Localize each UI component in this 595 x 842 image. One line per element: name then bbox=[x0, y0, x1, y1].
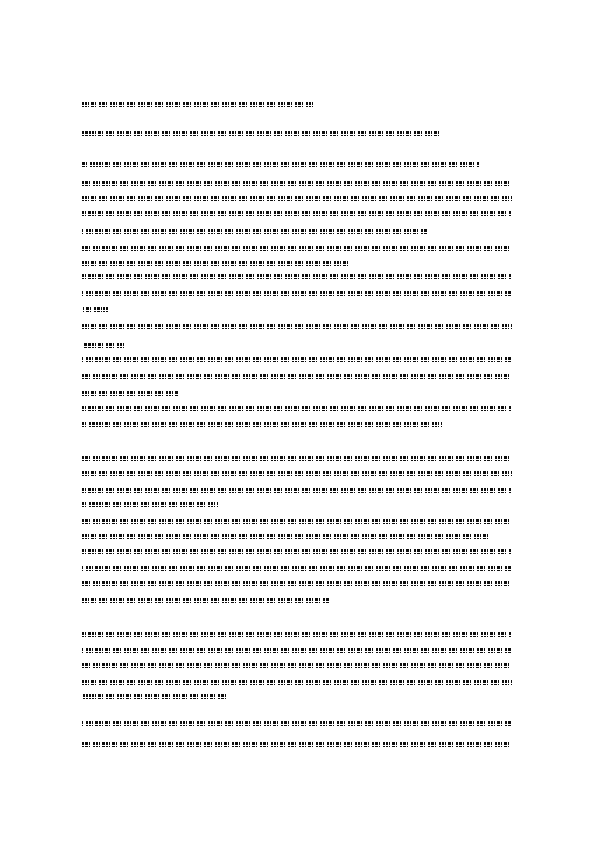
text-line bbox=[82, 273, 512, 280]
text-line bbox=[82, 647, 512, 654]
text-line-ink bbox=[82, 662, 512, 669]
text-line bbox=[82, 390, 178, 397]
text-line-ink bbox=[82, 195, 512, 202]
text-line bbox=[82, 662, 512, 669]
text-line bbox=[82, 487, 512, 494]
text-line bbox=[82, 720, 512, 727]
text-line-ink bbox=[82, 323, 512, 330]
text-line-ink bbox=[82, 130, 442, 137]
text-line bbox=[82, 323, 512, 330]
text-line-ink bbox=[82, 180, 512, 187]
text-line bbox=[82, 260, 350, 267]
text-line bbox=[82, 101, 314, 108]
text-line-ink bbox=[82, 580, 512, 587]
text-line-ink bbox=[82, 720, 512, 727]
text-line-ink bbox=[82, 356, 512, 363]
text-line-ink bbox=[82, 741, 512, 748]
text-line bbox=[82, 245, 512, 252]
text-line bbox=[82, 342, 124, 349]
text-line-ink bbox=[82, 631, 512, 638]
text-line-ink bbox=[82, 101, 314, 108]
text-line-ink bbox=[82, 565, 512, 572]
text-line bbox=[82, 518, 512, 525]
text-line bbox=[82, 210, 512, 217]
text-line bbox=[82, 501, 218, 508]
text-line bbox=[82, 180, 512, 187]
text-line-ink bbox=[82, 373, 512, 380]
text-line bbox=[82, 356, 512, 363]
text-line bbox=[82, 693, 228, 700]
text-line bbox=[82, 631, 512, 638]
text-line-ink bbox=[82, 693, 228, 700]
text-line bbox=[82, 228, 428, 235]
text-line bbox=[82, 597, 330, 604]
text-line bbox=[82, 548, 512, 555]
text-line-ink bbox=[82, 455, 512, 462]
text-line-ink bbox=[82, 390, 178, 397]
text-line bbox=[82, 533, 490, 540]
text-line bbox=[82, 306, 108, 313]
text-line-ink bbox=[82, 405, 512, 412]
text-line-ink bbox=[82, 290, 512, 297]
text-line-ink bbox=[82, 501, 218, 508]
text-line bbox=[82, 130, 442, 137]
text-line-ink bbox=[82, 421, 442, 428]
text-line bbox=[82, 195, 512, 202]
text-line-ink bbox=[82, 210, 512, 217]
text-line bbox=[82, 565, 512, 572]
text-line bbox=[82, 455, 512, 462]
text-line bbox=[82, 405, 512, 412]
text-line-ink bbox=[82, 245, 512, 252]
text-line-ink bbox=[82, 342, 124, 349]
text-line bbox=[82, 679, 512, 686]
text-line bbox=[82, 470, 512, 477]
text-line-ink bbox=[82, 679, 512, 686]
text-line-ink bbox=[82, 533, 490, 540]
text-line bbox=[82, 373, 512, 380]
text-line-ink bbox=[82, 470, 512, 477]
text-line bbox=[82, 741, 512, 748]
text-line-ink bbox=[82, 306, 108, 313]
text-line-ink bbox=[82, 228, 428, 235]
text-line bbox=[82, 421, 442, 428]
text-line bbox=[82, 290, 512, 297]
text-line-ink bbox=[82, 273, 512, 280]
text-line-ink bbox=[82, 518, 512, 525]
text-line-ink bbox=[82, 161, 480, 168]
text-line bbox=[82, 580, 512, 587]
text-line-ink bbox=[82, 548, 512, 555]
text-line-ink bbox=[82, 647, 512, 654]
text-line bbox=[82, 161, 480, 168]
text-line-ink bbox=[82, 597, 330, 604]
text-line-ink bbox=[82, 487, 512, 494]
text-line-ink bbox=[82, 260, 350, 267]
